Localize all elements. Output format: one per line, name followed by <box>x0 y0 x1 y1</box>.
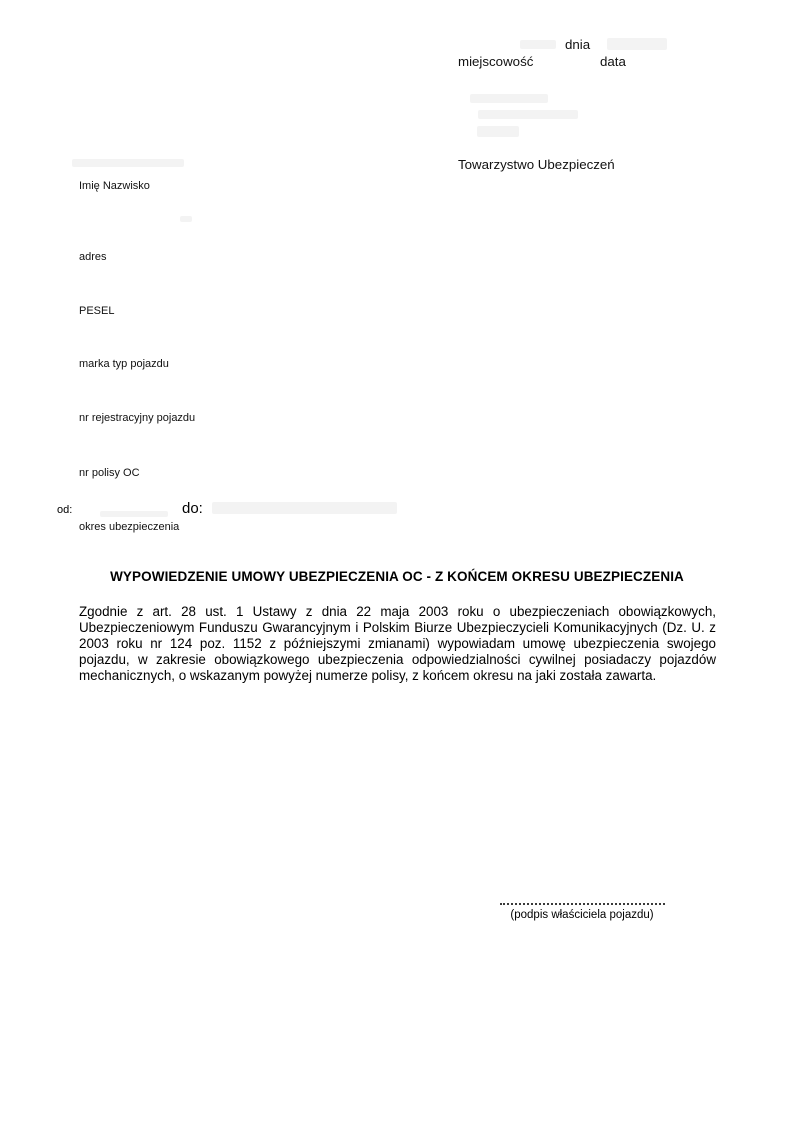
field-label-pesel: PESEL <box>79 305 115 317</box>
city-value-ghost <box>520 40 556 49</box>
period-from-value-ghost <box>100 511 168 517</box>
field-label-name: Imię Nazwisko <box>79 180 150 192</box>
period-to-value-ghost <box>212 502 397 514</box>
insurer-address-ghost <box>478 110 578 119</box>
document-title: WYPOWIEDZENIE UMOWY UBEZPIECZENIA OC - Z KOŃCEM OKRESU UBEZPIECZENIA <box>110 569 684 584</box>
recipient-label: Towarzystwo Ubezpieczeń <box>458 157 615 172</box>
signature-caption: (podpis właściciela pojazdu) <box>510 909 654 921</box>
signature-dotted-line <box>500 893 665 905</box>
name-value-ghost <box>72 159 184 167</box>
period-to-label: do: <box>182 500 203 517</box>
insurer-city-ghost <box>477 126 519 137</box>
insurer-name-ghost <box>470 94 548 103</box>
body-paragraph: Zgodnie z art. 28 ust. 1 Ustawy z dnia 22 maja 2003 roku o ubezpieczeniach obowiązkowych, Ubezpieczeniowym Funduszu Gwarancyjnym i Polskim Biurze Ubezpieczycieli Komunikacyjnych (Dz. U. z 2003 roku nr 124 poz. 1152 z późniejszymi zmianami) wypowiadam umowę ubezpieczenia swojego pojazdu, w zakresie obowiązkowego ubezpieczenia odpowiedzialności cywilnej posiadaczy pojazdów mechanicznych, o wskazanym powyżej numerze polisy, z końcem okresu na jaki została zawarta. <box>79 604 716 684</box>
dnia-label: dnia <box>565 37 591 52</box>
field-label-vehicle-make: marka typ pojazdu <box>79 358 169 370</box>
miejscowosc-label: miejscowość <box>458 54 534 69</box>
data-label: data <box>600 54 626 69</box>
period-caption: okres ubezpieczenia <box>79 521 180 533</box>
period-from-label: od: <box>57 504 73 516</box>
field-label-address: adres <box>79 251 107 263</box>
field-label-registration-number: nr rejestracyjny pojazdu <box>79 412 196 424</box>
signature-block <box>490 893 674 921</box>
date-value-ghost <box>607 38 667 50</box>
field-label-policy-number: nr polisy OC <box>79 467 140 479</box>
address-value-ghost <box>180 216 192 222</box>
